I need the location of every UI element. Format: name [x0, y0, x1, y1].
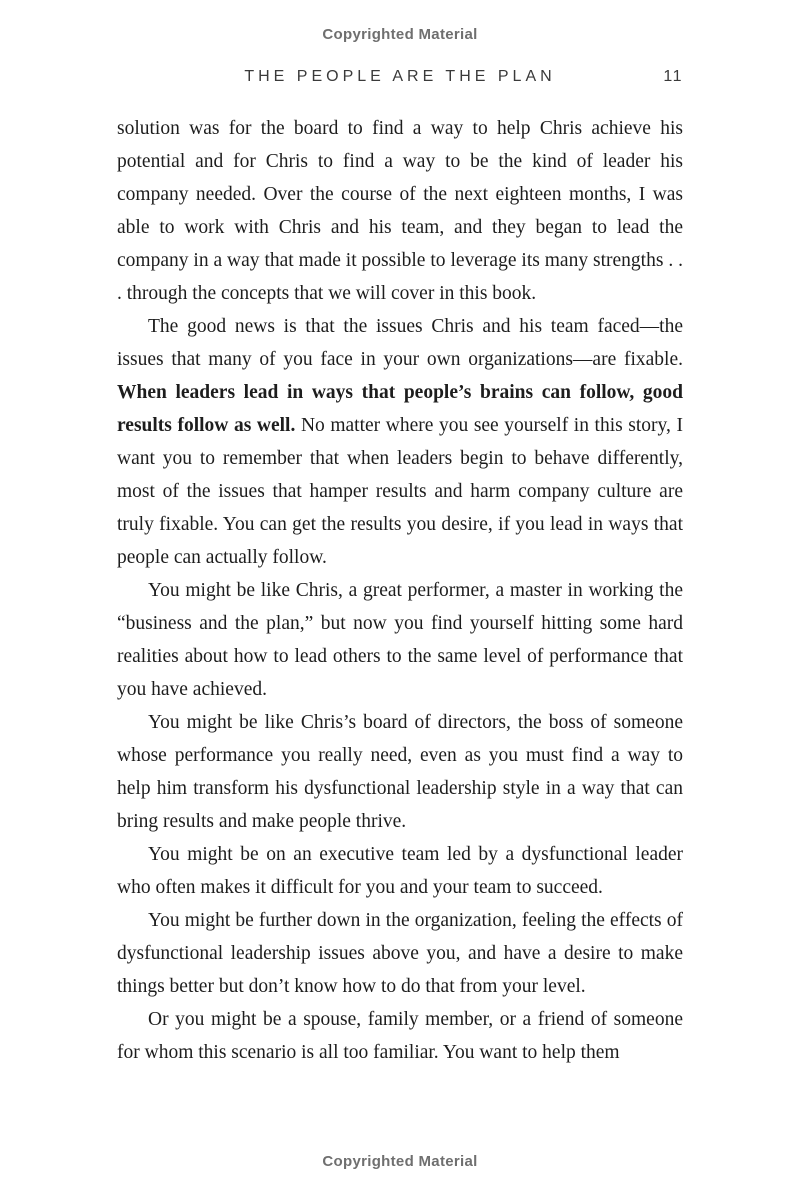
copyright-notice-top: Copyrighted Material — [322, 26, 478, 43]
text-segment: solution was for the board to find a way to help Chris achieve his potential and for Chris to find a way to be the kind of leader his company needed. Over the course of the next eighteen months, I was able to work with Chris and his team, and they began to lead the company in a way that made it possible to leverage its many strengths . . . through the concepts that we will cover in this book. — [117, 118, 683, 304]
text-segment: The good news is that the issues Chris and his team faced—the issues that many of you face in your own organizations—are fixable. — [117, 316, 683, 370]
paragraph — [117, 310, 683, 574]
text-segment: You might be like Chris, a great performer, a master in working the “business and the plan,” but now you find yourself hitting some hard realities about how to lead others to the same level of performance that you have achieved. — [117, 580, 683, 700]
paragraph — [117, 574, 683, 706]
copyright-notice-bottom: Copyrighted Material — [322, 1153, 478, 1170]
paragraph — [117, 838, 683, 904]
text-segment: You might be on an executive team led by a dysfunctional leader who often makes it difficult for you and your team to succeed. — [117, 844, 683, 898]
paragraph — [117, 904, 683, 1003]
paragraph — [117, 1003, 683, 1069]
paragraph — [117, 112, 683, 310]
chapter-title: THE PEOPLE ARE THE PLAN — [244, 68, 556, 85]
text-segment: You might be further down in the organization, feeling the effects of dysfunctional leadership issues above you, and have a desire to make things better but don’t know how to do that from your level. — [117, 910, 683, 997]
body-text — [117, 112, 683, 1069]
text-segment: No matter where you see yourself in this story, I want you to remember that when leaders begin to behave differently, most of the issues that hamper results and harm company culture are truly fixable. You can get the results you desire, if you lead in ways that people can actually follow. — [117, 415, 683, 568]
page-number: 11 — [663, 68, 683, 85]
paragraph — [117, 706, 683, 838]
text-segment: Or you might be a spouse, family member, or a friend of someone for whom this scenario is all too familiar. You want to help them — [117, 1009, 683, 1063]
text-segment: You might be like Chris’s board of directors, the boss of someone whose performance you really need, even as you must find a way to help him transform his dysfunctional leadership style in a way that can bring results and make people thrive. — [117, 712, 683, 832]
running-header — [117, 68, 683, 90]
bold-text-segment: When leaders lead in ways that people’s brains can follow, good results follow as well. — [117, 382, 683, 436]
